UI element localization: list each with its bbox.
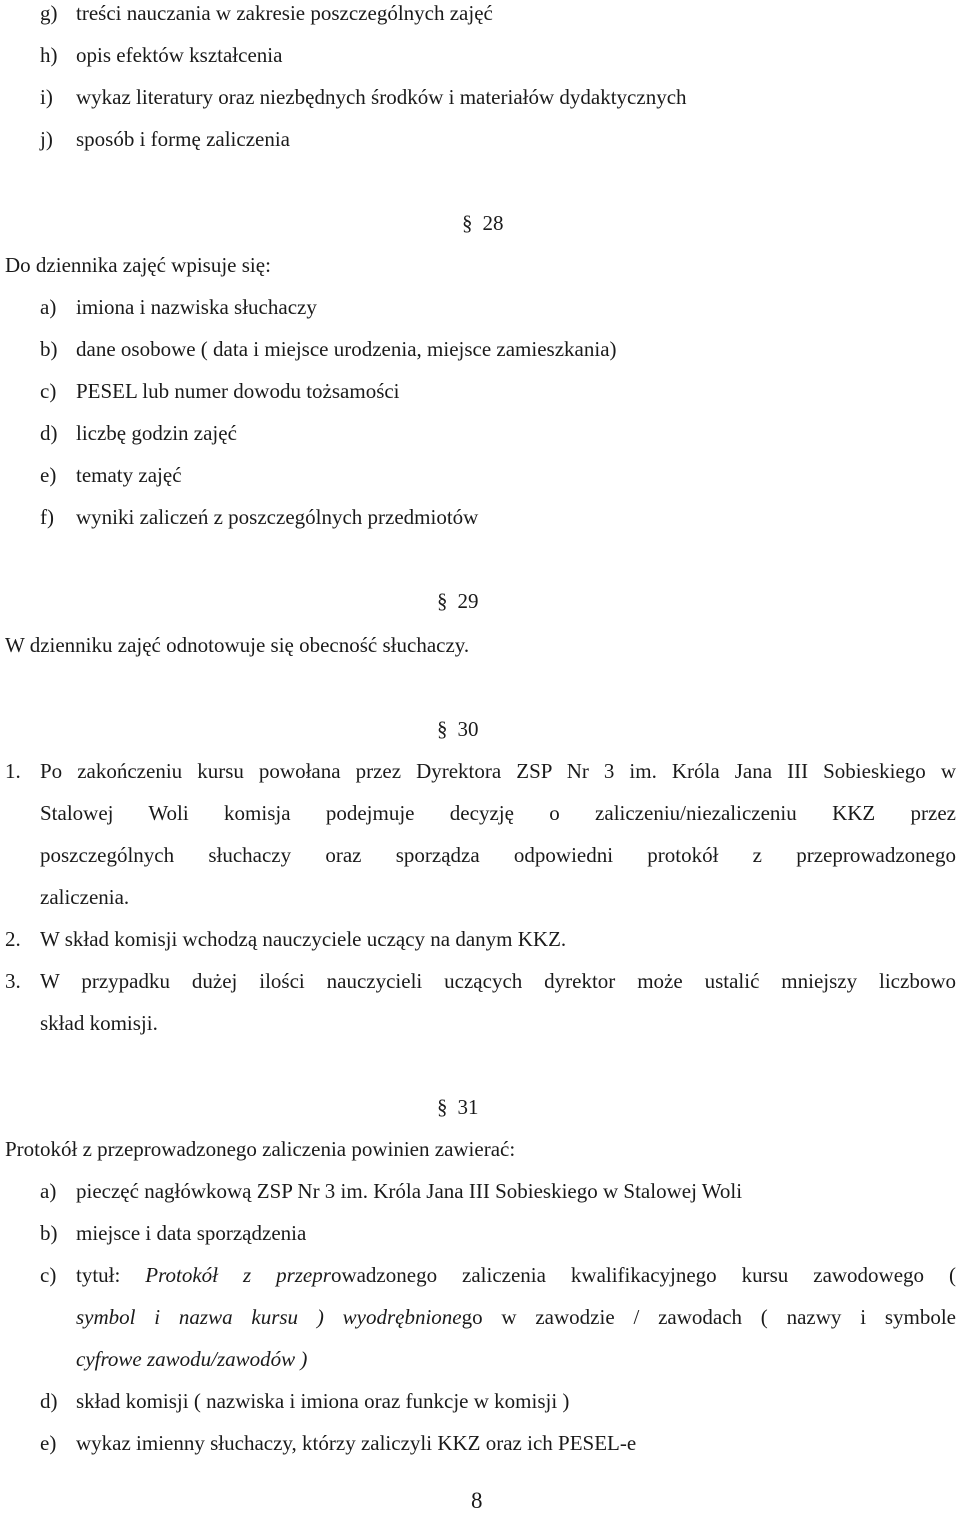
section-heading-31 [437,1094,479,1120]
section-number: 29 [457,589,479,613]
section-number: 28 [482,211,504,235]
section-sign: § [462,211,473,235]
section-heading-30 [437,716,479,742]
paragraph: W dzienniku zajęć odnotowuje się obecność słuchaczy. [5,633,470,657]
section-intro: Protokół z przeprowadzonego zaliczenia powinien zawierać: [5,1137,516,1161]
section-number: 30 [457,717,479,741]
paragraph-line: zaliczenia. [40,885,130,909]
section-sign: § [437,1095,448,1119]
document-page: g) treści nauczania w zakresie poszczególnych zajęć h) opis efektów kształcenia i) wykaz literatury oraz niezbędnych środków i materiałów dydaktycznych j) sposób i formę zaliczenia § 28 Do dziennika zajęć wpisuje się: a) imiona i nazwiska słuchaczy b) dane osobowe ( data i miejsce urodzenia, miejsce zamieszkania) c) PESEL lub numer dowodu tożsamości d) liczbę godzin zajęć e) tematy zajęć f) wyniki zaliczeń z poszczególnych przedmiotów § 29 W dzienniku zajęć odnotowuje się obecność słuchaczy. § 30 1. Po zakończeniu kursu powołana przez Dyrektora ZSP Nr 3 im. Króla Jana III Sobieskiego w Stalowej Woli komisja podejmuje decyzję o zaliczeniu/niezaliczeniu KKZ przez poszczególnych słuchaczy oraz sporządza odpowiedni protokół z przeprowadzonego zaliczenia. 2. W skład komisji wchodzą nauczyciele uczący na danym KKZ. 3. W przypadku dużej ilości nauczycieli uczących dyrektor może ustalić mniejszy liczbowo skład komisji. § 31 Protokół z przeprowadzonego zaliczenia powinien zawierać: a) pieczęć nagłówkową ZSP Nr 3 im. Króla Jana III Sobieskiego w Stalowej Woli b) miejsce i data sporządzenia c) tytuł: Protokół z przeprowadzonego zaliczenia kwalifikacyjnego kursu zawodowego ( symbol i nazwa kursu ) wyodrębnionego w zawodzie / zawodach ( nazwy i symbole cyfrowe zawodu/zawodów ) d) skład komisji ( nazwiska i imiona oraz funkcje w komisji ) e) wykaz imienny słuchaczy, którzy zaliczyli KKZ oraz ich PESEL-e 8 [5,1,956,1513]
paragraph-line: W przypadku dużej ilości nauczycieli uczących dyrektor może ustalić mniejszy liczbowo [40,969,956,993]
paragraph-line: symbol i nazwa kursu ) wyodrębnionego w zawodzie / zawodach ( nazwy i symbole [76,1305,956,1329]
section-heading-29 [437,588,479,614]
paragraph-line: cyfrowe zawodu/zawodów ) [76,1347,308,1371]
section-heading-28 [462,210,504,236]
page-number: 8 [471,1488,483,1513]
paragraph-line: Stalowej Woli komisja podejmuje decyzję o zaliczeniu/niezaliczeniu KKZ przez [40,801,956,825]
paragraph-line: poszczególnych słuchaczy oraz sporządza odpowiedni protokół z przeprowadzonego [40,843,956,867]
section-intro: Do dziennika zajęć wpisuje się: [5,253,271,277]
section-number: 31 [457,1095,479,1119]
paragraph-line: Po zakończeniu kursu powołana przez Dyrektora ZSP Nr 3 im. Króla Jana III Sobieskiego w [40,759,956,783]
section-sign: § [437,589,448,613]
section-sign: § [437,717,448,741]
paragraph-line: tytuł: Protokół z przeprowadzonego zaliczenia kwalifikacyjnego kursu zawodowego ( [76,1263,956,1287]
paragraph-line: skład komisji. [40,1011,158,1035]
